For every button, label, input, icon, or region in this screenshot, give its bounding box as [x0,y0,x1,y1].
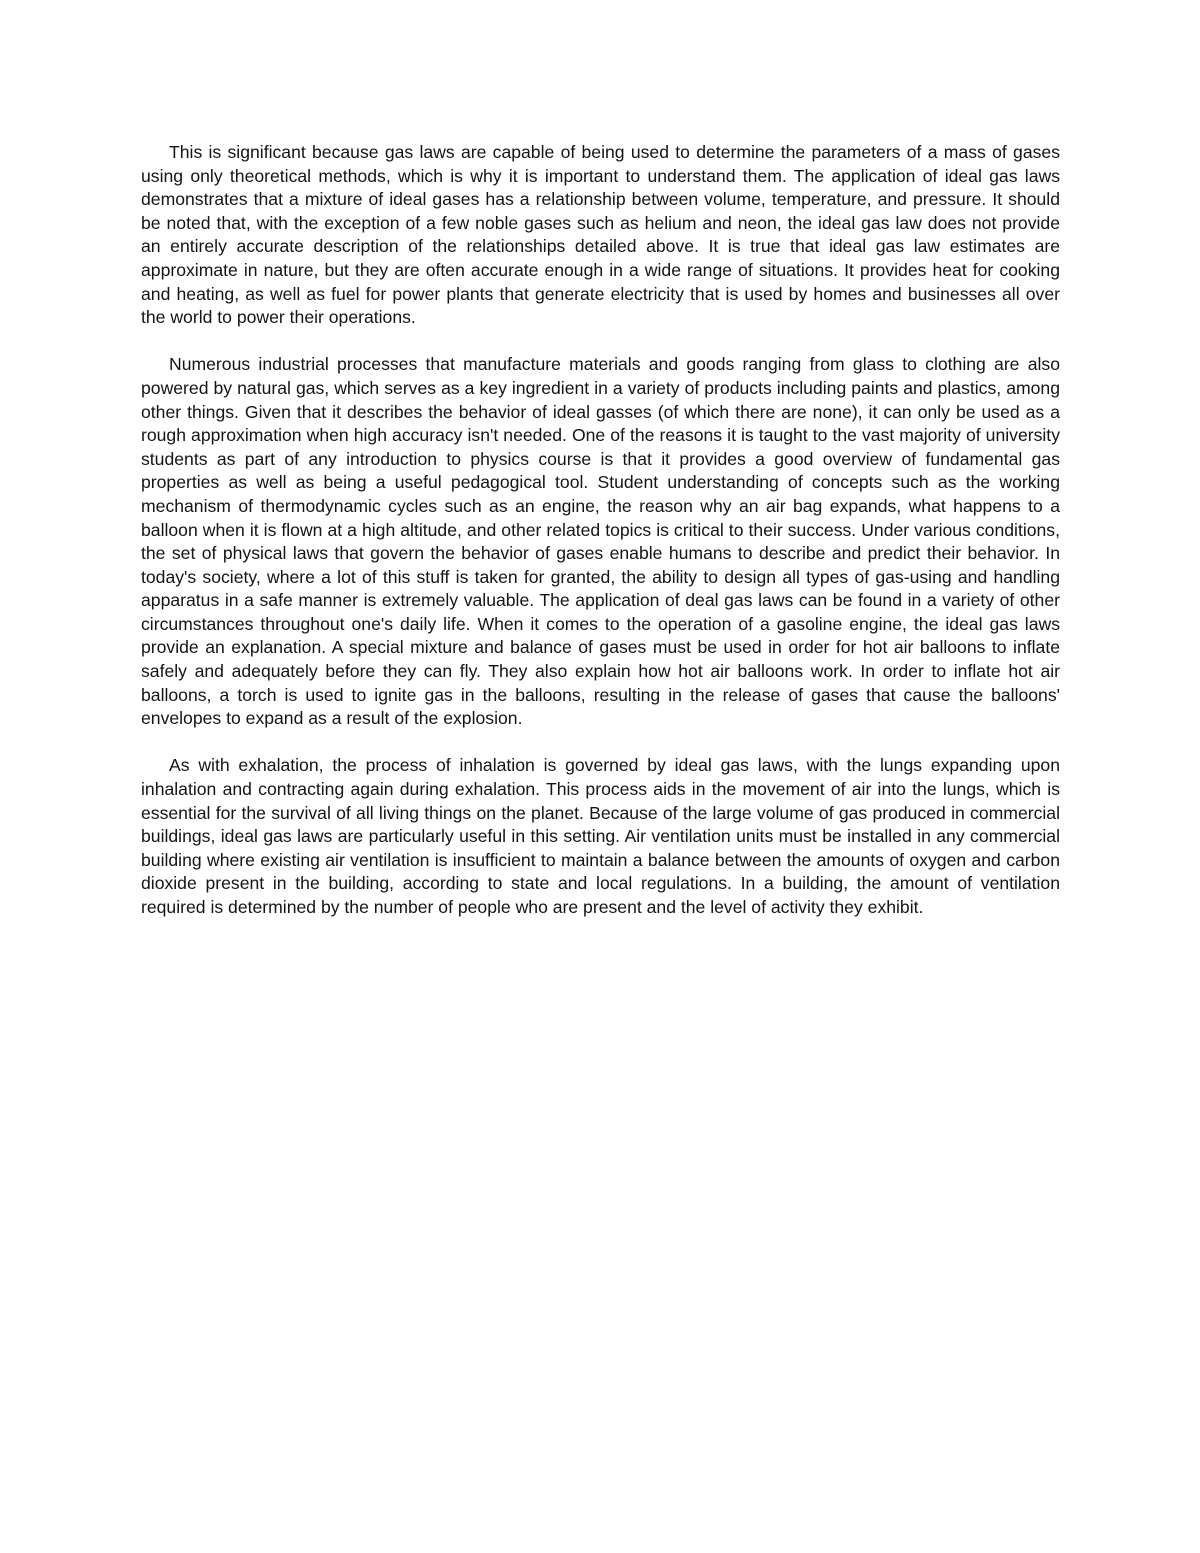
paragraph-2: Numerous industrial processes that manufacture materials and goods ranging from glass to clothing are also powered by natural gas, which serves as a key ingredient in a variety of products including paints and plastics, among other things. Given that it describes the behavior of ideal gasses (of which there are none), it can only be used as a rough approximation when high accuracy isn't needed. One of the reasons it is taught to the vast majority of university students as part of any introduction to physics course is that it provides a good overview of fundamental gas properties as well as being a useful pedagogical tool. Student understanding of concepts such as the working mechanism of thermodynamic cycles such as an engine, the reason why an air bag expands, what happens to a balloon when it is flown at a high altitude, and other related topics is critical to their success. Under various conditions, the set of physical laws that govern the behavior of gases enable humans to describe and predict their behavior. In today's society, where a lot of this stuff is taken for granted, the ability to design all types of gas-using and handling apparatus in a safe manner is extremely valuable. The application of deal gas laws can be found in a variety of other circumstances throughout one's daily life. When it comes to the operation of a gasoline engine, the ideal gas laws provide an explanation. A special mixture and balance of gases must be used in order for hot air balloons to inflate safely and adequately before they can fly. They also explain how hot air balloons work. In order to inflate hot air balloons, a torch is used to ignite gas in the balloons, resulting in the release of gases that cause the balloons' envelopes to expand as a result of the explosion. [141,354,1060,729]
paragraph-3: As with exhalation, the process of inhalation is governed by ideal gas laws, with the lungs expanding upon inhalation and contracting again during exhalation. This process aids in the movement of air into the lungs, which is essential for the survival of all living things on the planet. Because of the large volume of gas produced in commercial buildings, ideal gas laws are particularly useful in this setting. Air ventilation units must be installed in any commercial building where existing air ventilation is insufficient to maintain a balance between the amounts of oxygen and carbon dioxide present in the building, according to state and local regulations. In a building, the amount of ventilation required is determined by the number of people who are present and the level of activity they exhibit. [141,755,1060,917]
paragraph-1: This is significant because gas laws are capable of being used to determine the parameters of a mass of gases using only theoretical methods, which is why it is important to understand them. The application of ideal gas laws demonstrates that a mixture of ideal gases has a relationship between volume, temperature, and pressure. It should be noted that, with the exception of a few noble gases such as helium and neon, the ideal gas law does not provide an entirely accurate description of the relationships detailed above. It is true that ideal gas law estimates are approximate in nature, but they are often accurate enough in a wide range of situations. It provides heat for cooking and heating, as well as fuel for power plants that generate electricity that is used by homes and businesses all over the world to power their operations. [141,142,1060,328]
document-body [141,141,1060,943]
